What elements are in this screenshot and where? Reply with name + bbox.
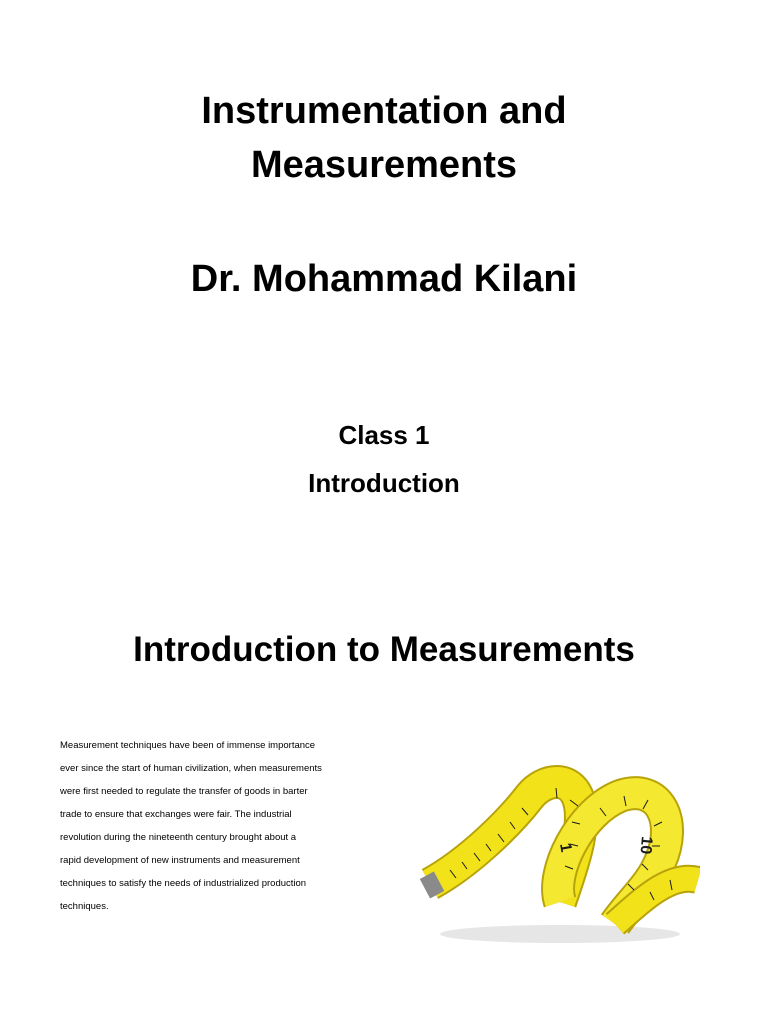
paragraph-line: Measurement techniques have been of immense importance: [60, 740, 316, 751]
paragraph-line: ever since the start of human civilization, when measurements: [60, 763, 322, 774]
tape-number-label: 10: [636, 835, 655, 855]
paragraph-line: techniques.: [60, 901, 109, 912]
class-label: Class 1: [338, 420, 430, 450]
class-topic: Introduction: [308, 468, 460, 498]
intro-paragraph: [60, 734, 360, 918]
tape-shadow: [440, 925, 680, 943]
paragraph-line: techniques to satisfy the needs of industrialized production: [60, 878, 307, 889]
paragraph-line: revolution during the nineteenth century brought about a: [60, 832, 297, 843]
paragraph-line: trade to ensure that exchanges were fair. The industrial: [60, 809, 292, 820]
section-heading: Introduction to Measurements: [133, 630, 635, 669]
title-line-2: Measurements: [250, 144, 518, 186]
measuring-tape-image: [410, 752, 700, 948]
tape-number-label: 1: [556, 841, 575, 854]
author-name: Dr. Mohammad Kilani: [190, 258, 578, 300]
document-title: [0, 84, 768, 192]
title-line-1: Instrumentation and: [201, 90, 567, 132]
measuring-tape-icon: [410, 752, 700, 948]
paragraph-line: rapid development of new instruments and measurement: [60, 855, 300, 866]
paragraph-line: were first needed to regulate the transfer of goods in barter: [60, 786, 308, 797]
